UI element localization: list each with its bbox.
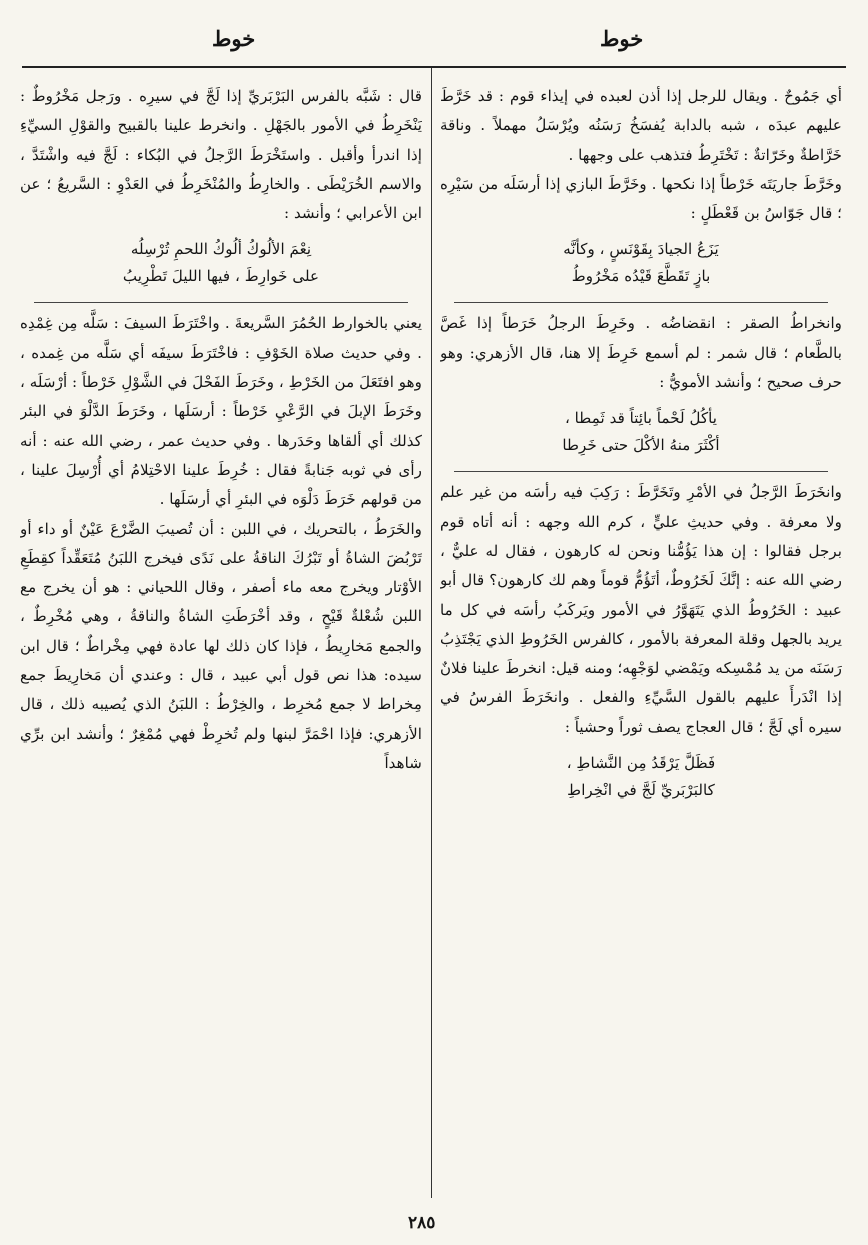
left-verse-1-line-2: على خَوارِطَ ، فيها الليلَ تَطْرِيبُ [122, 267, 320, 286]
left-verse-1-rule [34, 302, 408, 303]
right-verse-1-line-2: بازٍ تَقَطَّعَ قَيْدُه مَخْرُوطُ [571, 267, 711, 286]
right-verse-3-line-1: فَظَلَّ يَرْقَدُ مِن النَّشاطِ ، [566, 754, 716, 773]
right-verse-1-rule [454, 302, 828, 303]
running-header-left: خوط [212, 26, 256, 51]
right-verse-2 [440, 397, 842, 471]
running-header-right: خوط [600, 26, 644, 51]
right-column [440, 82, 842, 1202]
right-verse-2-line-2: أكْثَرَ منهُ الأكْلَ حتى خَرِطا [562, 436, 720, 455]
left-paragraph-2: يعني بالخوارط الحُمُرَ السَّريعةَ . واخْتَرَطَ السيفَ : سَلَّه مِن غِمْدِه . وفي حديث صلاة الخَوْفِ : فاخْتَرَطَ سيفَه أي سَلَّه من غِمده ، وهو افتَعَلَ من الخَرْطِ ، وخَرَطَ الفَحْلَ في الشَّوْلِ خَرْطاً : أرْسَلَه ، وخَرَطَ الإبلَ في الرَّعْيِ خَرْطاً : أرسَلَها ، وخَرَطَ الدَّلْوَ في البئر كذلك أي ألقاها وحَدَرها . وفي حديث عمر ، رضي الله عنه : أنه رأى في ثوبه جَنابةً فقال : خُرِطَ علينا الاحْتِلامُ أي أُرْسِلَ علينا ، من قولهم خَرَطَ دَلْوَه في البئرِ أي أرسَلَها . [20, 314, 422, 509]
right-paragraph-3: وانخراطُ الصقر : انقضاضُه . وخَرِطَ الرجلُ خَرَطاً إذا غَصَّ بالطَّعام ؛ قال شمر : لم أسمع خَرِطَ إلا هنا، قال الأزهري: وهو حرف صحيح ؛ وأنشد الأمويُّ : [440, 314, 842, 392]
left-verse-1 [20, 228, 422, 302]
right-verse-1-line-1: يَزَعُ الجيادَ بِقَوْنَسٍ ، وكأنَّه [563, 240, 719, 259]
column-divider [431, 68, 432, 1198]
right-paragraph-2: وخَرَّطَ جاريَتَه خَرْطاً إذا نكحها . وخَرَّطَ البازي إذا أرسَلَه من سَيْرِه ؛ قال جَوّاسُ بن قَعْطَلٍ : [440, 174, 842, 223]
right-verse-2-rule [454, 471, 828, 472]
right-verse-3-line-2: كالبَرْبَريِّ لَجَّ في انْخِراطِ [567, 781, 715, 800]
right-paragraph-1: أي جَمُوحٌ . ويقال للرجل إذا أذن لعبده في إيذاء قوم : قد خَرَّطَ عليهم عبدَه ، شبه بالدابة يُفسَخُ رَسَنُه ويُرْسَلُ مهملاً . وناقة خَرَّاطةٌ وخَرّاتةٌ : تَخْتَرِطُ فتذهب على وجهها . [440, 87, 842, 164]
left-paragraph-1: قال : شَبَّه بالفرس البَرْبَريِّ إذا لَجَّ في سيرِه . ورَجل مَخْرُوطٌ : يَنْخَرِطُ في الأمور بالجَهْلِ . وانخرط علينا بالقبيح والقوْلِ السيِّءِ إذا اندرأ وأقبل . واستَخْرَطَ الرَّجلُ في البُكاء : لَجَّ فيه واشْتَدَّ ، والاسم الخُرَيْطَى . والخارِطُ والمُنْخَرِطُ في العَدْوِ : السَّريعُ ؛ عن ابن الأعرابي ؛ وأنشد : [20, 87, 422, 223]
page-number: ٢٨٥ [408, 1213, 436, 1233]
left-verse-1-line-1: نِعْمَ الألُوكُ ألُوكُ اللحمِ تُرْسِلُه [130, 240, 312, 259]
left-paragraph-3: والخَرَطُ ، بالتحريك ، في اللبن : أن تُصيبَ الضَّرْعَ عَيْنٌ أو داء أو تَرْبُضَ الشاةُ أو تَبْرُكَ الناقةُ على نَدًى فيخرج اللبَنُ مُتَعَقِّداً كقِطَعِ الأوْتار ويخرج معه ماء أصفر ، وقال اللحياني : هو أن يخرج مع اللبن شُعْلةٌ قَيْحٍ ، وقد أخْرَطَتِ الشاةُ والناقةُ ، وهي مُخْرِطٌ ، والجمع مَخارِيطُ ، فإذا كان ذلك لها عادة فهي مِخْراطٌ ؛ قال ابن سيده: هذا نص قول أبي عبيد ، قال : وعندي أن مَخارِيطَ جمع مِخراط لا جمع مُخرِط ، والخِرْطُ : اللبَنُ الذي يُصيبه ذلك ، قال الأزهري: فإذا احْمَرَّ لبنها ولم تُخرِطْ فهي مُمْغِرٌ ؛ وأنشد ابن برِّي شاهداً [20, 519, 422, 772]
right-verse-2-line-1: يأكُلُ لَحْماً بائِتاً قد ثَمِطا ، [564, 409, 718, 428]
left-column [20, 82, 422, 1202]
right-verse-1 [440, 228, 842, 302]
right-verse-3 [440, 742, 842, 816]
header-rule [22, 66, 846, 68]
right-paragraph-4: وانخَرَطَ الرَّجلُ في الأمْرِ وتَخَرَّطَ : رَكِبَ فيه رأسَه من غير علم ولا معرفة . وفي حديثِ عليٍّ ، كرم الله وجهه : أنه أتاه قوم برجل فقالوا : إن هذا يَؤُمُّنا ونحن له كارهون ، فقال له عليٌّ ، رضي الله عنه : إنَّكَ لَخَرُوطٌ، أتَؤُمُّ قوماً وهم لك كارهون؟ قال أبو عبيد : الخَرُوطُ الذي يَتَهَوَّرُ في الأمور ويَركَبُ رأسَه في كل ما يريد بالجهل وقلة المعرفة بالأمور ، كالفرس الخَرُوطِ الذي يَجْتَذِبُ رَسَنَه من يد مُمْسِكه ويَمْضي لوَجْهِه؛ ومنه قيل: انخرطَ علينا فلانٌ إذا انْدَرأَ عليهم بالقول السَّيِّءِ والفعل . وانخَرَطَ الفرسُ في سيره أي لَجَّ ؛ قال العجاج يصف ثوراً وحشياً : [440, 483, 842, 736]
